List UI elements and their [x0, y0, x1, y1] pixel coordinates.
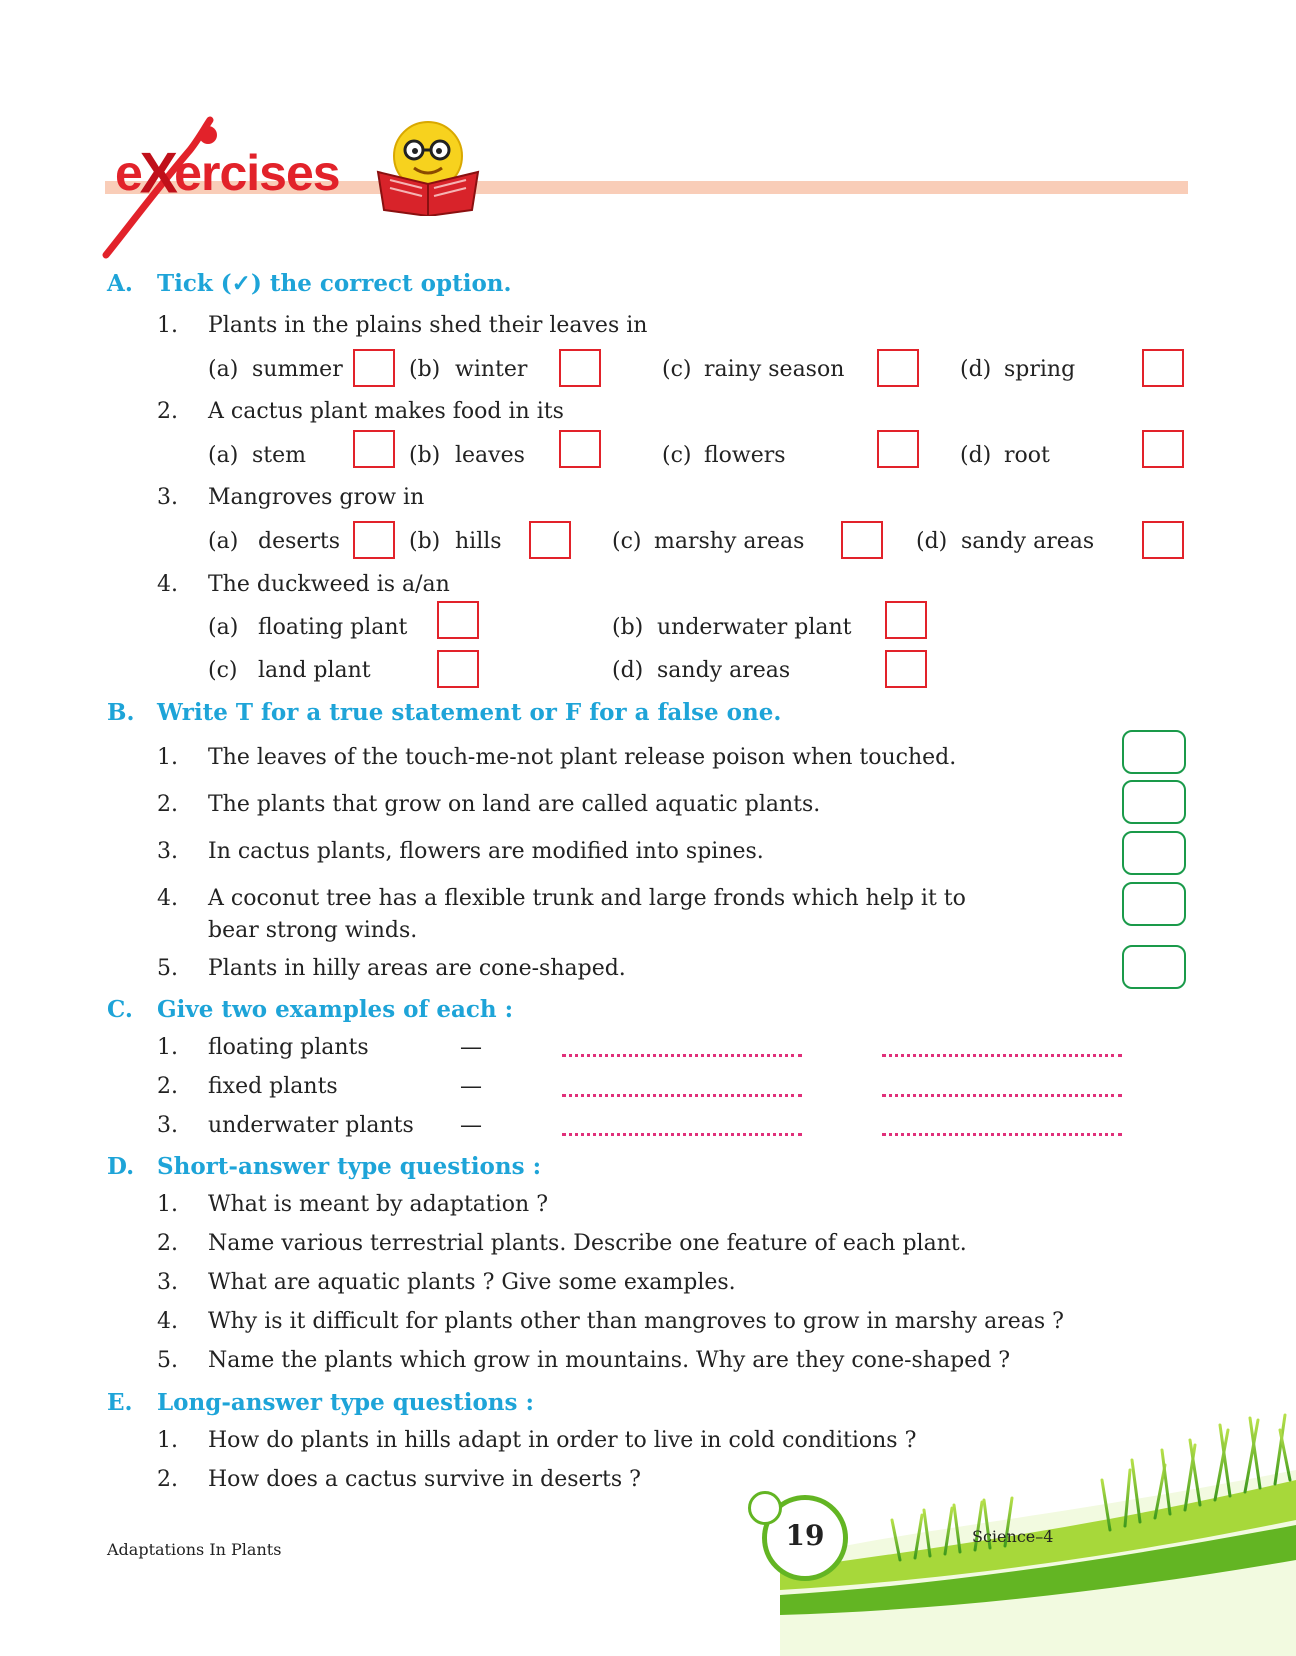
c-item1-text: floating plants [208, 1035, 369, 1060]
page-title [115, 140, 340, 206]
a-q4-opt-d-checkbox[interactable] [885, 650, 927, 688]
a-q4-opt-c-label: (c) [208, 658, 238, 683]
a-q3-number: 3. [157, 485, 178, 510]
c-item1-dash: — [460, 1035, 482, 1060]
a-q4-opt-b-label: (b) [612, 615, 644, 640]
page-number: 19 [785, 1519, 825, 1552]
b-item3-number: 3. [157, 839, 178, 864]
a-q4-opt-d-text: sandy areas [657, 658, 791, 683]
a-q2-opt-c-label: (c) [662, 443, 692, 468]
b-answer-box-2[interactable] [1122, 780, 1186, 824]
c-item2-answer-line-1[interactable] [562, 1094, 802, 1097]
b-item4-number: 4. [157, 886, 178, 911]
section-d-title: Short-answer type questions : [157, 1153, 542, 1180]
section-c-title: Give two examples of each : [157, 996, 514, 1023]
d-item4-text: Why is it difficult for plants other than mangroves to grow in marshy areas ? [208, 1309, 1064, 1334]
section-b-title: Write T for a true statement or F for a false one. [157, 699, 782, 726]
a-q2-opt-b-label: (b) [409, 443, 441, 468]
b-item5-text: Plants in hilly areas are cone-shaped. [208, 956, 626, 981]
c-item1-answer-line-1[interactable] [562, 1054, 802, 1057]
c-item1-answer-line-2[interactable] [882, 1054, 1122, 1057]
d-item1-number: 1. [157, 1192, 178, 1217]
a-q3-opt-b-text: hills [455, 529, 502, 554]
b-item4-text-line2: bear strong winds. [208, 918, 418, 943]
a-q2-opt-a-label: (a) [208, 443, 239, 468]
section-b-letter: B. [107, 699, 135, 726]
a-q3-opt-b-label: (b) [409, 529, 441, 554]
a-q3-opt-c-text: marshy areas [654, 529, 805, 554]
a-q1-opt-b-text: winter [455, 357, 528, 382]
footer-chapter-title: Adaptations In Plants [107, 1540, 282, 1559]
a-q1-opt-d-label: (d) [960, 357, 992, 382]
a-q2-opt-c-text: flowers [704, 443, 786, 468]
a-q4-opt-b-text: underwater plant [657, 615, 852, 640]
a-q4-opt-a-text: floating plant [258, 615, 408, 640]
a-q1-opt-c-checkbox[interactable] [877, 349, 919, 387]
b-item2-text: The plants that grow on land are called aquatic plants. [208, 792, 821, 817]
a-q3-opt-a-checkbox[interactable] [353, 521, 395, 559]
a-q3-text: Mangroves grow in [208, 485, 425, 510]
a-q2-opt-a-checkbox[interactable] [353, 430, 395, 468]
a-q1-opt-b-checkbox[interactable] [559, 349, 601, 387]
e-item1-number: 1. [157, 1428, 178, 1453]
d-item5-text: Name the plants which grow in mountains. Why are they cone-shaped ? [208, 1348, 1011, 1373]
a-q1-opt-c-text: rainy season [704, 357, 845, 382]
b-answer-box-5[interactable] [1122, 945, 1186, 989]
b-item4-text: A coconut tree has a flexible trunk and large fronds which help it to [208, 886, 966, 911]
section-d-letter: D. [107, 1153, 135, 1180]
a-q3-opt-b-checkbox[interactable] [529, 521, 571, 559]
a-q4-opt-c-text: land plant [258, 658, 371, 683]
a-q2-opt-d-checkbox[interactable] [1142, 430, 1184, 468]
a-q1-number: 1. [157, 313, 178, 338]
a-q3-opt-a-text: deserts [258, 529, 341, 554]
d-item4-number: 4. [157, 1309, 178, 1334]
a-q4-opt-a-checkbox[interactable] [437, 601, 479, 639]
section-e-letter: E. [107, 1389, 133, 1416]
e-item1-text: How do plants in hills adapt in order to live in cold conditions ? [208, 1428, 917, 1453]
b-item1-number: 1. [157, 745, 178, 770]
section-a-title: Tick (✓) the correct option. [157, 270, 512, 297]
c-item3-answer-line-2[interactable] [882, 1133, 1122, 1136]
a-q3-opt-d-label: (d) [916, 529, 948, 554]
a-q1-opt-d-checkbox[interactable] [1142, 349, 1184, 387]
a-q1-text: Plants in the plains shed their leaves in [208, 313, 648, 338]
a-q4-opt-c-checkbox[interactable] [437, 650, 479, 688]
b-item2-number: 2. [157, 792, 178, 817]
c-item3-dash: — [460, 1113, 482, 1138]
b-answer-box-4[interactable] [1122, 882, 1186, 926]
d-item3-text: What are aquatic plants ? Give some examples. [208, 1270, 736, 1295]
a-q3-opt-c-label: (c) [612, 529, 642, 554]
d-item1-text: What is meant by adaptation ? [208, 1192, 548, 1217]
c-item2-answer-line-2[interactable] [882, 1094, 1122, 1097]
c-item2-text: fixed plants [208, 1074, 338, 1099]
title-letter-e: e [115, 145, 142, 201]
e-item2-number: 2. [157, 1467, 178, 1492]
b-item3-text: In cactus plants, flowers are modified into spines. [208, 839, 764, 864]
a-q3-opt-a-label: (a) [208, 529, 239, 554]
a-q4-opt-b-checkbox[interactable] [885, 601, 927, 639]
a-q1-opt-c-label: (c) [662, 357, 692, 382]
section-a-letter: A. [107, 270, 133, 297]
b-item1-text: The leaves of the touch-me-not plant release poison when touched. [208, 745, 957, 770]
title-letter-x: X [139, 140, 177, 206]
reading-smiley-icon [370, 118, 486, 216]
a-q2-opt-d-text: root [1004, 443, 1050, 468]
a-q1-opt-a-text: summer [252, 357, 343, 382]
c-item2-number: 2. [157, 1074, 178, 1099]
a-q2-text: A cactus plant makes food in its [208, 399, 564, 424]
b-answer-box-3[interactable] [1122, 831, 1186, 875]
a-q2-opt-b-checkbox[interactable] [559, 430, 601, 468]
a-q3-opt-d-checkbox[interactable] [1142, 521, 1184, 559]
c-item1-number: 1. [157, 1035, 178, 1060]
c-item3-text: underwater plants [208, 1113, 414, 1138]
c-item3-number: 3. [157, 1113, 178, 1138]
b-item5-number: 5. [157, 956, 178, 981]
footer-book-title: Science–4 [972, 1527, 1054, 1546]
a-q3-opt-c-checkbox[interactable] [841, 521, 883, 559]
e-item2-text: How does a cactus survive in deserts ? [208, 1467, 641, 1492]
section-c-letter: C. [107, 996, 133, 1023]
a-q1-opt-d-text: spring [1004, 357, 1076, 382]
b-answer-box-1[interactable] [1122, 730, 1186, 774]
a-q2-opt-b-text: leaves [455, 443, 525, 468]
section-e-title: Long-answer type questions : [157, 1389, 534, 1416]
d-item2-number: 2. [157, 1231, 178, 1256]
c-item3-answer-line-1[interactable] [562, 1133, 802, 1136]
page-number-knob [748, 1491, 782, 1525]
a-q4-text: The duckweed is a/an [208, 572, 450, 597]
a-q1-opt-a-label: (a) [208, 357, 239, 382]
d-item2-text: Name various terrestrial plants. Describe one feature of each plant. [208, 1231, 967, 1256]
a-q2-number: 2. [157, 399, 178, 424]
a-q4-opt-d-label: (d) [612, 658, 644, 683]
a-q4-opt-a-label: (a) [208, 615, 239, 640]
d-item3-number: 3. [157, 1270, 178, 1295]
a-q2-opt-d-label: (d) [960, 443, 992, 468]
c-item2-dash: — [460, 1074, 482, 1099]
a-q1-opt-b-label: (b) [409, 357, 441, 382]
a-q2-opt-c-checkbox[interactable] [877, 430, 919, 468]
a-q1-opt-a-checkbox[interactable] [353, 349, 395, 387]
d-item5-number: 5. [157, 1348, 178, 1373]
title-letter-rest: ercises [174, 145, 340, 201]
a-q4-number: 4. [157, 572, 178, 597]
a-q3-opt-d-text: sandy areas [961, 529, 1095, 554]
a-q2-opt-a-text: stem [252, 443, 307, 468]
